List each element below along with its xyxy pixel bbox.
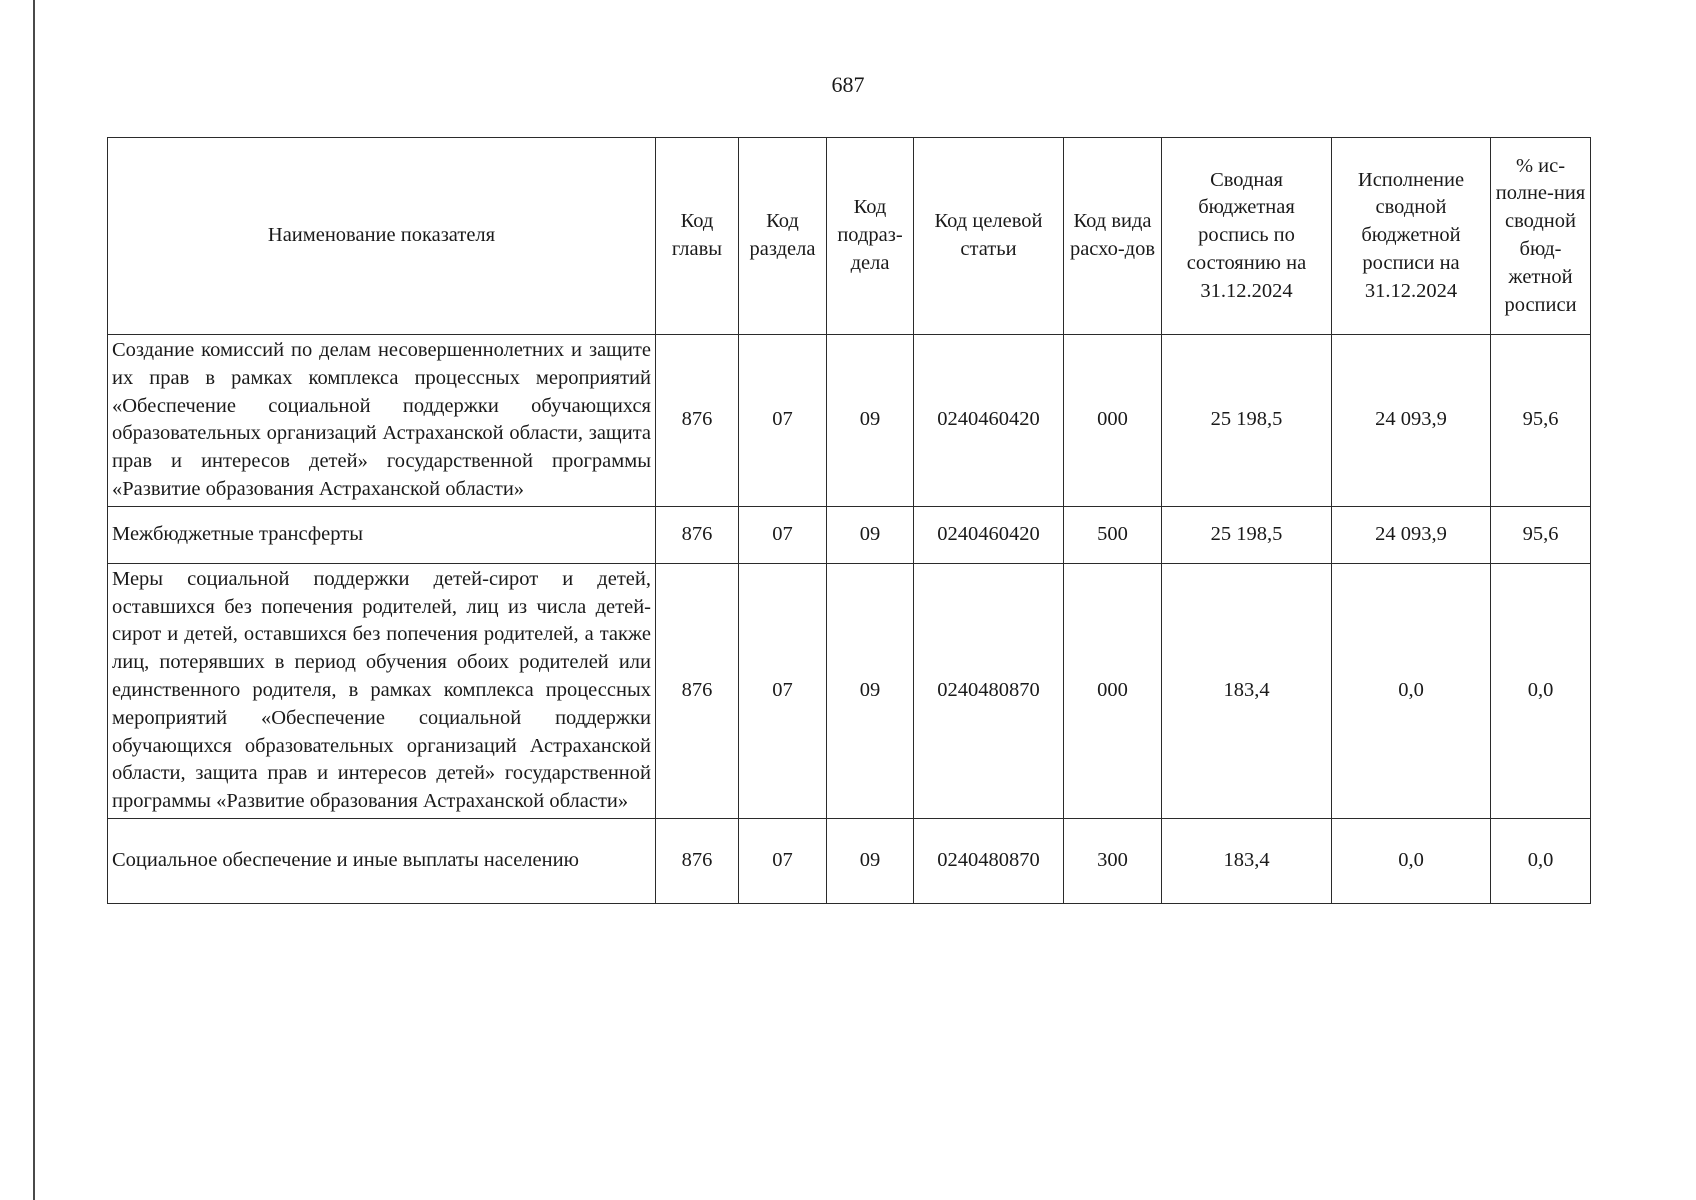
row-section-code: 07: [739, 818, 827, 903]
row-budget-plan: 25 198,5: [1162, 335, 1332, 507]
row-chapter-code: 876: [656, 818, 739, 903]
row-subsection-code: 09: [827, 563, 914, 818]
header-subsection-code: Код подраз-дела: [827, 138, 914, 335]
row-chapter-code: 876: [656, 506, 739, 563]
row-budget-execution: 24 093,9: [1332, 506, 1491, 563]
row-subsection-code: 09: [827, 335, 914, 507]
row-execution-percent: 95,6: [1491, 335, 1591, 507]
table-row: [108, 335, 1591, 507]
row-budget-execution: 24 093,9: [1332, 335, 1491, 507]
table-row: [108, 563, 1591, 818]
row-name: Меры социальной поддержки детей-сирот и детей, оставшихся без попечения родителей, лиц из числа детей-сирот и детей, оставшихся без попечения родителей, а также лиц, потерявших в период обучения обоих родителей или единственного родителя, в рамках комплекса процессных мероприятий «Обеспечение социальной поддержки обучающихся образовательных организаций Астраханской области, защита прав и интересов детей» государственной программы «Развитие образования Астраханской области»: [108, 563, 656, 818]
budget-execution-table: [107, 137, 1591, 904]
scan-edge-line: [33, 0, 35, 1200]
header-target-code: Код целевой статьи: [914, 138, 1064, 335]
row-execution-percent: 0,0: [1491, 818, 1591, 903]
row-section-code: 07: [739, 506, 827, 563]
header-expense-type-code: Код вида расхо-дов: [1064, 138, 1162, 335]
row-target-code: 0240460420: [914, 335, 1064, 507]
row-section-code: 07: [739, 335, 827, 507]
row-chapter-code: 876: [656, 335, 739, 507]
row-execution-percent: 95,6: [1491, 506, 1591, 563]
row-subsection-code: 09: [827, 818, 914, 903]
header-name: Наименование показателя: [108, 138, 656, 335]
row-expense-type-code: 500: [1064, 506, 1162, 563]
row-subsection-code: 09: [827, 506, 914, 563]
header-chapter-code: Код главы: [656, 138, 739, 335]
row-budget-execution: 0,0: [1332, 818, 1491, 903]
row-budget-plan: 183,4: [1162, 818, 1332, 903]
row-target-code: 0240480870: [914, 818, 1064, 903]
row-chapter-code: 876: [656, 563, 739, 818]
row-section-code: 07: [739, 563, 827, 818]
row-expense-type-code: 000: [1064, 335, 1162, 507]
header-budget-execution: Исполнение сводной бюджетной росписи на 31.12.2024: [1332, 138, 1491, 335]
row-name: Социальное обеспечение и иные выплаты населению: [108, 818, 656, 903]
row-budget-plan: 25 198,5: [1162, 506, 1332, 563]
header-execution-percent: % ис-полне-ния сводной бюд-жетной росписи: [1491, 138, 1591, 335]
row-name: Создание комиссий по делам несовершеннолетних и защите их прав в рамках комплекса процессных мероприятий «Обеспечение социальной поддержки обучающихся образовательных организаций Астраханской области, защита прав и интересов детей» государственной программы «Развитие образования Астраханской области»: [108, 335, 656, 507]
row-execution-percent: 0,0: [1491, 563, 1591, 818]
row-budget-execution: 0,0: [1332, 563, 1491, 818]
row-expense-type-code: 300: [1064, 818, 1162, 903]
row-name: Межбюджетные трансферты: [108, 506, 656, 563]
table-row: [108, 818, 1591, 903]
table-header-row: [108, 138, 1591, 335]
row-target-code: 0240480870: [914, 563, 1064, 818]
header-budget-plan: Сводная бюджетная роспись по состоянию на 31.12.2024: [1162, 138, 1332, 335]
row-target-code: 0240460420: [914, 506, 1064, 563]
row-expense-type-code: 000: [1064, 563, 1162, 818]
table-row: [108, 506, 1591, 563]
header-section-code: Код раздела: [739, 138, 827, 335]
page-number: 687: [831, 72, 865, 97]
row-budget-plan: 183,4: [1162, 563, 1332, 818]
